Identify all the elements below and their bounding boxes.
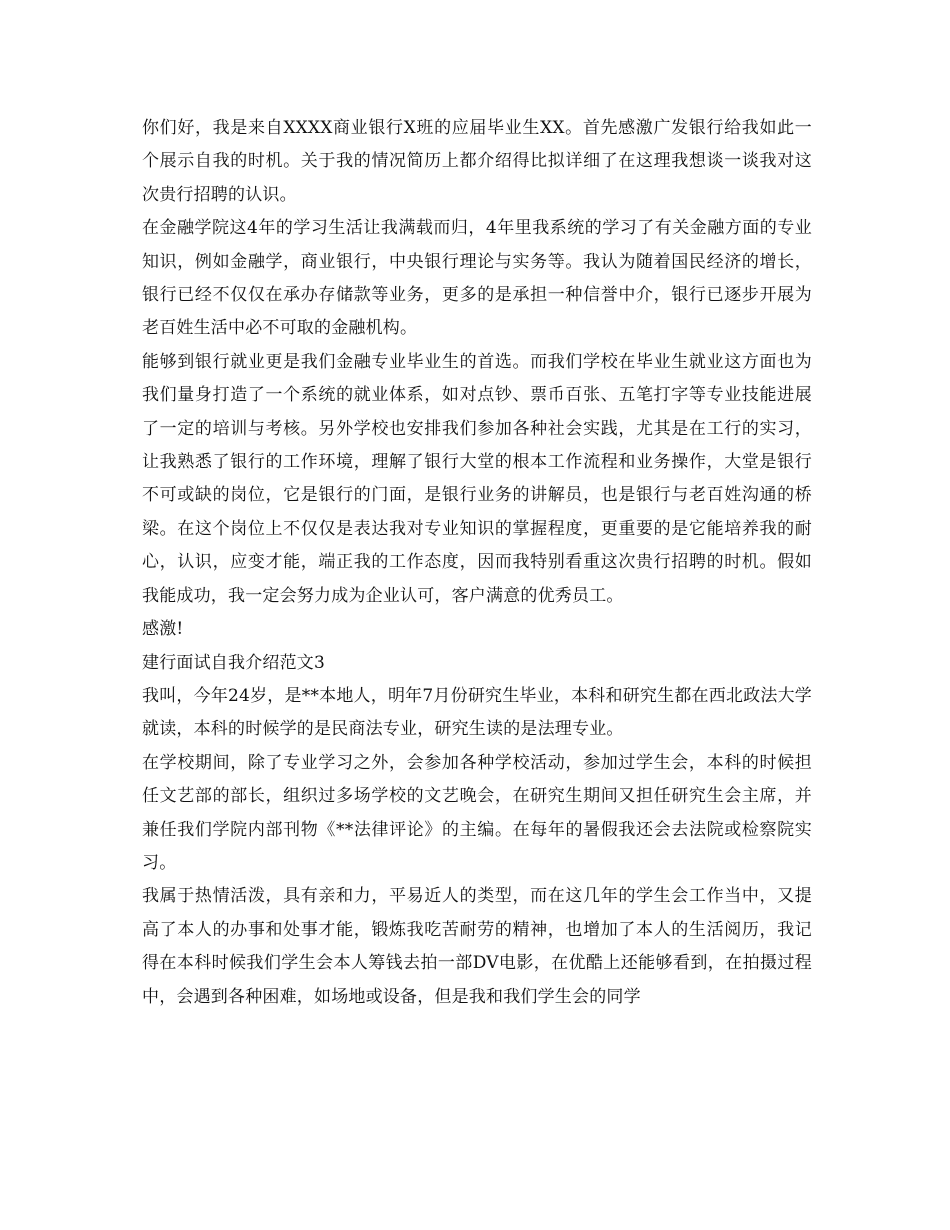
paragraph-self-intro: 我叫，今年24岁，是**本地人，明年7月份研究生毕业，本科和研究生都在西北政法大学就读，本科的时候学的是民商法专业，研究生读的是法理专业。: [142, 685, 812, 740]
document-body: [142, 112, 812, 1014]
paragraph-personality: 我属于热情活泼，具有亲和力，平易近人的类型，而在这几年的学生会工作当中，又提高了本人的办事和处事才能，锻炼我吃苦耐劳的精神，也增加了本人的生活阅历，我记得在本科时候我们学生会本人筹钱去拍一部DV电影，在优酷上还能够看到，在拍摄过程中，会遇到各种困难，如场地或设备，但是我和我们学生会的同学: [142, 886, 812, 1007]
section-heading: 建行面试自我介绍范文3: [142, 652, 326, 673]
paragraph-school-activities: 在学校期间，除了专业学习之外，会参加各种学校活动，参加过学生会，本科的时候担任文艺部的部长，组织过多场学校的文艺晚会，在研究生期间又担任研究生会主席，并兼任我们学院内部刊物《**法律评论》的主编。在每年的暑假我还会去法院或检察院实习。: [142, 752, 812, 873]
paragraph-bank-employment: 能够到银行就业更是我们金融专业毕业生的首选。而我们学校在毕业生就业这方面也为我们量身打造了一个系统的就业体系，如对点钞、票币百张、五笔打字等专业技能进展了一定的培训与考核。另外学校也安排我们参加各种社会实践，尤其是在工行的实习，让我熟悉了银行的工作环境，理解了银行大堂的根本工作流程和业务操作，大堂是银行不可或缺的岗位，它是银行的门面，是银行业务的讲解员，也是银行与老百姓沟通的桥梁。在这个岗位上不仅仅是表达我对专业知识的掌握程度，更重要的是它能培养我的耐心，认识，应变才能，端正我的工作态度，因而我特别看重这次贵行招聘的时机。假如我能成功，我一定会努力成为企业认可，客户满意的优秀员工。: [142, 351, 812, 606]
paragraph-thanks: 感激!: [142, 619, 184, 640]
paragraph-finance-study: 在金融学院这4年的学习生活让我满载而归，4年里我系统的学习了有关金融方面的专业知识，例如金融学，商业银行，中央银行理论与实务等。我认为随着国民经济的增长，银行已经不仅仅在承办存储款等业务，更多的是承担一种信誉中介，银行已逐步开展为老百姓生活中必不可取的金融机构。: [142, 218, 812, 339]
paragraph-greeting: 你们好，我是来自XXXX商业银行X班的应届毕业生XX。首先感激广发银行给我如此一个展示自我的时机。关于我的情况简历上都介绍得比拟详细了在这理我想谈一谈我对这次贵行招聘的认识。: [142, 118, 812, 205]
